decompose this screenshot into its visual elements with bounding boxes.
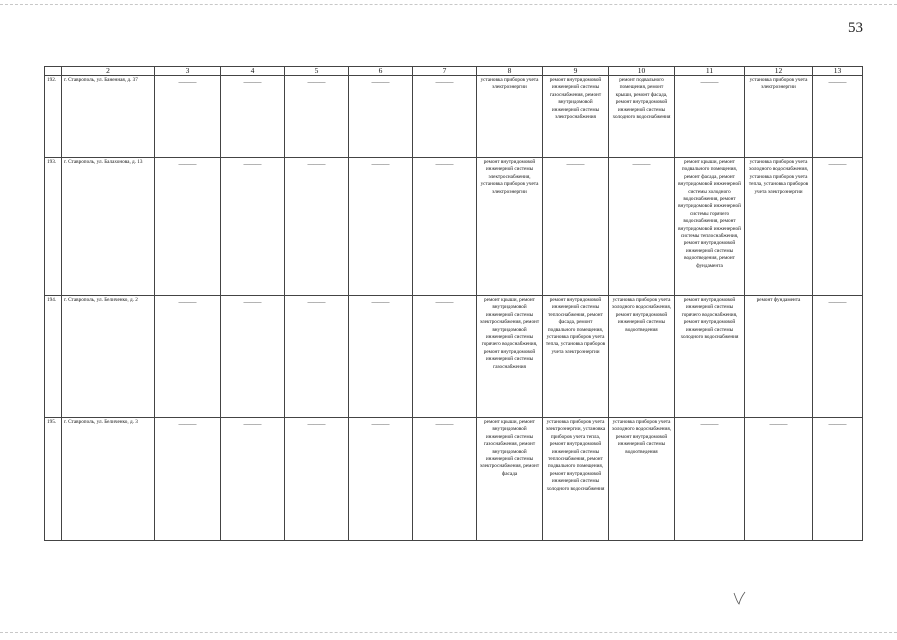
capital-repair-table [44, 66, 863, 541]
empty-cell: ——— [543, 158, 609, 296]
works-cell: ремонт подвального помещения, ремонт крыши, ремонт фасада, ремонт внутридомовой инженерной системы холодного водоснабжения [609, 76, 675, 158]
works-cell: установка приборов учета холодного водоснабжения, установка приборов учета тепла, установка приборов учета электроэнергии [745, 158, 813, 296]
works-cell: установка приборов учета холодного водоснабжения, ремонт внутридомовой инженерной системы водоотведения [609, 418, 675, 541]
column-header: 5 [285, 67, 349, 76]
empty-cell: ——— [285, 158, 349, 296]
works-cell: ремонт крыши, ремонт внутридомовой инженерной системы электроснабжения, ремонт внутридомовой инженерной системы горячего водоснабжения, ремонт внутридомовой инженерной системы газоснабжения [477, 296, 543, 418]
table-row [45, 296, 863, 418]
column-header: 2 [62, 67, 155, 76]
scan-edge-top [0, 4, 897, 5]
empty-cell: ——— [813, 418, 863, 541]
row-number: 193. [45, 158, 62, 296]
empty-cell: ——— [349, 296, 413, 418]
empty-cell: ——— [413, 296, 477, 418]
signature-mark-icon [732, 590, 748, 606]
empty-cell: ——— [349, 76, 413, 158]
works-cell: ремонт внутридомовой инженерной системы горячего водоснабжения, ремонт внутридомовой инженерной системы холодного водоснабжения [675, 296, 745, 418]
row-number: 195. [45, 418, 62, 541]
empty-cell: ——— [221, 76, 285, 158]
column-header: 4 [221, 67, 285, 76]
empty-cell: ——— [349, 418, 413, 541]
column-header: 13 [813, 67, 863, 76]
empty-cell: ——— [155, 418, 221, 541]
column-header: 3 [155, 67, 221, 76]
address-cell: г. Ставрополь, ул. Беличенко, д. 2 [62, 296, 155, 418]
empty-cell: ——— [285, 76, 349, 158]
works-cell: ремонт фундамента [745, 296, 813, 418]
empty-cell: ——— [813, 76, 863, 158]
empty-cell: ——— [221, 418, 285, 541]
works-cell: ремонт внутридомовой инженерной системы теплоснабжения, ремонт фасада, ремонт подвального помещения, установка приборов учета тепла, установка приборов учета электроэнергии [543, 296, 609, 418]
empty-cell: ——— [609, 158, 675, 296]
empty-cell: ——— [745, 418, 813, 541]
empty-cell: ——— [349, 158, 413, 296]
row-number: 192. [45, 76, 62, 158]
row-number: 194. [45, 296, 62, 418]
column-header: 12 [745, 67, 813, 76]
empty-cell: ——— [675, 76, 745, 158]
column-header: 8 [477, 67, 543, 76]
column-header: 7 [413, 67, 477, 76]
table-row [45, 418, 863, 541]
works-cell: ремонт крыши, ремонт подвального помещения, ремонт фасада, ремонт внутридомовой инженерной системы холодного водоснабжения, ремонт внутридомовой инженерной системы горячего водоснабжения, ремонт внутридомовой инженерной системы теплоснабжения, ремонт внутридомовой инженерной системы водоотведения, ремонт фундамента [675, 158, 745, 296]
address-cell: г. Ставрополь, ул. Балахонова, д. 13 [62, 158, 155, 296]
works-cell: установка приборов учета холодного водоснабжения, ремонт внутридомовой инженерной системы водоотведения [609, 296, 675, 418]
empty-cell: ——— [155, 76, 221, 158]
column-header-row [45, 67, 863, 76]
empty-cell: ——— [813, 296, 863, 418]
works-cell: ремонт внутридомовой инженерной системы газоснабжения, ремонт внутридомовой инженерной системы электроснабжения [543, 76, 609, 158]
column-header-num [45, 67, 62, 76]
address-cell: г. Ставрополь, ул. Баненная, д. 37 [62, 76, 155, 158]
address-cell: г. Ставрополь, ул. Беличенко, д. 3 [62, 418, 155, 541]
column-header: 10 [609, 67, 675, 76]
empty-cell: ——— [413, 418, 477, 541]
empty-cell: ——— [221, 296, 285, 418]
empty-cell: ——— [155, 158, 221, 296]
empty-cell: ——— [285, 296, 349, 418]
works-cell: ремонт крыши, ремонт внутридомовой инженерной системы газоснабжения, ремонт внутридомовой инженерной системы электроснабжения, ремонт фасада [477, 418, 543, 541]
empty-cell: ——— [285, 418, 349, 541]
table-row [45, 158, 863, 296]
column-header: 11 [675, 67, 745, 76]
works-cell: установка приборов учета электроэнергии [745, 76, 813, 158]
works-cell: установка приборов учета электроэнергии, установка приборов учета тепла, ремонт внутридомовой инженерной системы теплоснабжения, ремонт подвального помещения, ремонт внутридомовой инженерной системы холодного водоснабжения [543, 418, 609, 541]
page-number: 53 [848, 20, 863, 36]
scan-edge-bottom [0, 632, 897, 633]
empty-cell: ——— [221, 158, 285, 296]
table-row [45, 76, 863, 158]
empty-cell: ——— [155, 296, 221, 418]
column-header: 9 [543, 67, 609, 76]
empty-cell: ——— [675, 418, 745, 541]
empty-cell: ——— [813, 158, 863, 296]
empty-cell: ——— [413, 76, 477, 158]
works-cell: ремонт внутридомовой инженерной системы электроснабжения, установка приборов учета электроэнергии [477, 158, 543, 296]
column-header: 6 [349, 67, 413, 76]
works-cell: установка приборов учета электроэнергии [477, 76, 543, 158]
empty-cell: ——— [413, 158, 477, 296]
